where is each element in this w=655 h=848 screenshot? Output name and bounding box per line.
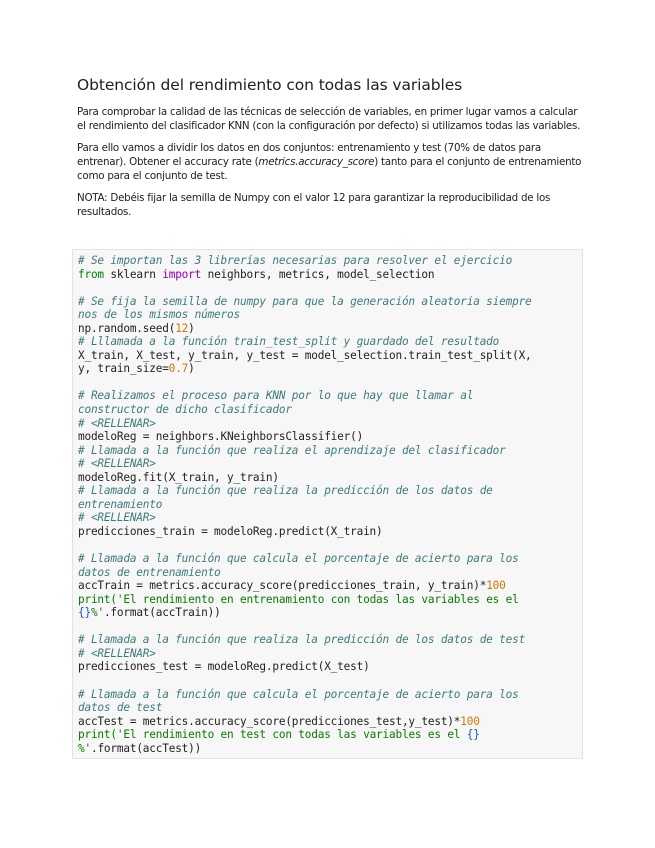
intro-paragraph: Para comprobar la calidad de las técnicas de selección de variables, en primer lugar vamos a calcular el rendimiento del clasificador KNN (con la configuración por defecto) si utilizamos todas las variables.: [77, 106, 581, 132]
code-text: ): [188, 321, 195, 335]
code-comment: # Llamada a la función que realiza la predicción de los datos de: [78, 484, 493, 498]
code-keyword: from: [78, 267, 104, 281]
code-number: 0.7: [168, 362, 189, 376]
code-line: [78, 254, 582, 268]
code-comment: # Llamada a la función que realiza el aprendizaje del clasificador: [78, 443, 506, 457]
code-line: [78, 688, 582, 702]
code-comment: # Llamada a la función que realiza la predicción de los datos de test: [78, 633, 526, 647]
code-line: [78, 417, 582, 431]
code-number: 100: [486, 579, 506, 593]
code-line: [78, 322, 582, 336]
code-comment: nos de los mismos números: [78, 308, 240, 322]
code-line: [78, 552, 582, 566]
code-text: accTrain = metrics.accuracy_score(predicciones_train, y_train)*: [78, 579, 487, 593]
code-comment: # <RELLENAR>: [78, 646, 156, 660]
code-string: %': [90, 606, 104, 620]
code-line: [78, 566, 582, 580]
code-builtin: print: [78, 592, 111, 606]
code-number: 12: [175, 321, 189, 335]
code-line: [78, 593, 582, 607]
code-string: %': [78, 741, 91, 755]
code-text: y, train_size=: [78, 362, 169, 376]
code-text: .format(accTest)): [90, 741, 202, 755]
code-line: [78, 444, 582, 458]
code-line: [78, 308, 582, 322]
code-comment: # Lllamada a la función train_test_split y guardado del resultado: [78, 335, 500, 349]
code-line: [78, 335, 582, 349]
code-comment: datos de entrenamiento: [78, 565, 221, 579]
code-line: [78, 471, 582, 485]
code-text: X_train, X_test, y_train, y_test = model_selection.train_test_split(X,: [78, 348, 532, 362]
blank-line: [78, 674, 582, 688]
note-paragraph: NOTA: Debéis fijar la semilla de Numpy con el valor 12 para garantizar la reproducibilidad de los resultados.: [77, 192, 551, 218]
code-line: [78, 660, 582, 674]
blank-line: [78, 620, 582, 634]
code-string: ('El rendimiento en test con todas las variables es el: [110, 728, 467, 742]
code-comment: # <RELLENAR>: [78, 457, 156, 471]
code-line: [78, 295, 582, 309]
code-line: [78, 606, 582, 620]
code-keyword: import: [162, 267, 202, 281]
code-line: [78, 715, 582, 729]
code-line: [78, 268, 582, 282]
code-line: [78, 511, 582, 525]
code-text: np.random.seed(: [78, 321, 176, 335]
code-comment: # Realizamos el proceso para KNN por lo que hay que llamar al: [78, 389, 474, 403]
blank-line: [78, 376, 582, 390]
code-comment: entrenamiento: [78, 497, 163, 511]
code-text: modeloReg = neighbors.KNeighborsClassifier(): [78, 430, 364, 444]
split-paragraph-text-after: ) tanto para el conjunto de entrenamiento como para el conjunto de test.: [77, 156, 582, 182]
notebook-text-cell: [77, 76, 585, 227]
code-text: accTest = metrics.accuracy_score(predicciones_test,y_test)*: [78, 714, 461, 728]
code-builtin: print: [78, 728, 111, 742]
code-format-placeholder: {}: [78, 606, 91, 620]
code-text: ): [188, 362, 195, 376]
code-line: [78, 430, 582, 444]
code-comment: # Se importan las 3 librerías necesarias para resolver el ejercicio: [78, 254, 513, 267]
code-comment: constructor de dicho clasificador: [78, 403, 292, 417]
code-comment: datos de test: [78, 701, 163, 715]
section-heading: Obtención del rendimiento con todas las variables: [77, 76, 463, 94]
code-text: predicciones_train = modeloReg.predict(X_train): [78, 524, 383, 538]
code-comment: # Se fija la semilla de numpy para que la generación aleatoria siempre: [78, 294, 532, 308]
code-number: 100: [460, 714, 480, 728]
code-line: [78, 498, 582, 512]
split-paragraph: [77, 141, 585, 183]
code-line: [78, 389, 582, 403]
code-line: [78, 457, 582, 471]
code-cell[interactable]: [72, 249, 583, 759]
code-text: modeloReg.fit(X_train, y_train): [78, 470, 279, 484]
code-line: [78, 633, 582, 647]
code-line: [78, 349, 582, 363]
code-comment: # Llamada a la función que calcula el porcentaje de acierto para los: [78, 687, 519, 701]
code-comment: # <RELLENAR>: [78, 416, 156, 430]
code-comment: # <RELLENAR>: [78, 511, 156, 525]
code-text: predicciones_test = modeloReg.predict(X_test): [78, 660, 370, 674]
code-line: [78, 728, 582, 742]
code-string: ('El rendimiento en entrenamiento con todas las variables es el: [110, 592, 519, 606]
code-text: sklearn: [103, 267, 163, 281]
code-line: [78, 362, 582, 376]
code-format-placeholder: {}: [466, 728, 480, 742]
code-line: [78, 742, 582, 756]
code-text: .format(accTrain)): [103, 606, 221, 620]
code-line: [78, 701, 582, 715]
code-comment: # Llamada a la función que calcula el porcentaje de acierto para los: [78, 552, 519, 566]
code-line: [78, 579, 582, 593]
code-line: [78, 647, 582, 661]
code-line: [78, 484, 582, 498]
blank-line: [78, 538, 582, 552]
code-line: [78, 525, 582, 539]
split-paragraph-text-before: Para ello vamos a dividir los datos en dos conjuntos: entrenamiento y test (70% de datos para entrenar). Obtener el accuracy rate (: [77, 142, 541, 168]
code-line: [78, 403, 582, 417]
split-paragraph-emphasis: metrics.accuracy_score: [258, 156, 375, 168]
blank-line: [78, 281, 582, 295]
code-text: neighbors, metrics, model_selection: [201, 267, 435, 281]
